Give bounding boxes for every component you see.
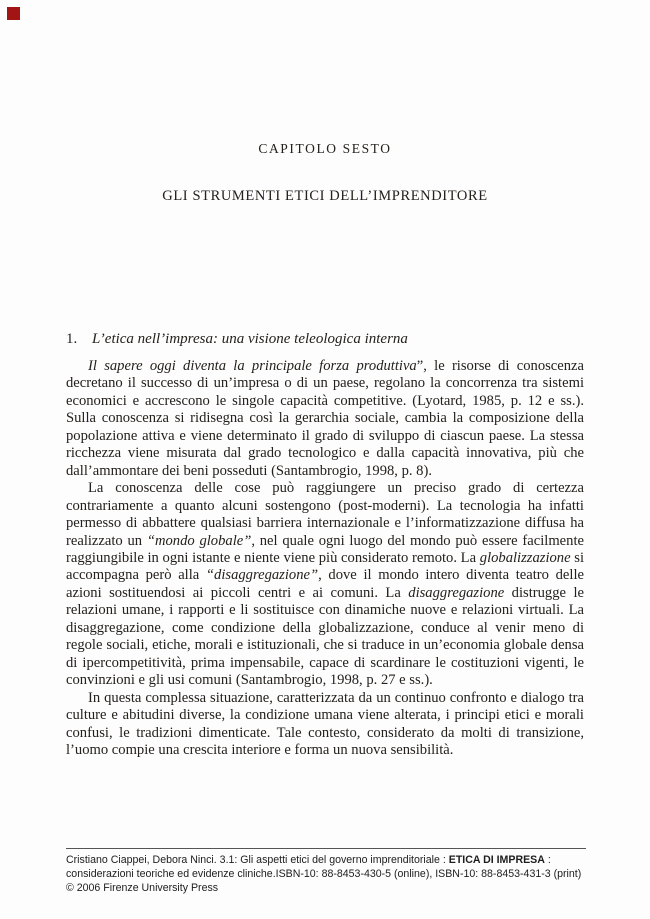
text: La conoscenza delle cose può raggiungere un preciso grado di certezza contrariamente a quanto alcuni sostengono (post-moderni). La tecnologia ha infatti permesso di abbattere qualsiasi barriera internazionale e l’informatizzazione diffusa ha realizzato un	[66, 480, 584, 549]
text: si accompagna però alla	[66, 549, 584, 584]
footer-lines	[66, 854, 586, 896]
paragraph	[66, 690, 584, 760]
italic-text: disaggregazione	[408, 584, 505, 601]
text: distrugge le relazioni umane, i rapporti e li sostituisce con dinamiche nuove e relazioni virtuali. La disaggregazione, come condizione della globalizzazione, conduce al venir meno di regole sociali, etiche, morali e istituzionali, che si traduce in un’economia globale densa di ipercompetitività, prima impensabile, capace di scardinare le costituzioni vigenti, le convinzioni e gli usi comuni (Santambrogio, 1998, p. 27 e ss.).	[66, 584, 584, 689]
footer-line	[66, 854, 586, 868]
footer-rule	[66, 848, 586, 849]
body-text	[66, 358, 584, 759]
text: In questa complessa situazione, caratterizzata da un continuo confronto e dialogo tra culture e abitudini diverse, la condizione umana viene alterata, i principi etici e morali confusi, le tradizioni dimenticate. Tale contesto, considerato da molti di transizione, l’uomo compie una crescita interiore e forma un nuova sensibilità.	[66, 689, 584, 758]
chapter-number: CAPITOLO SESTO	[258, 141, 392, 156]
italic-text: “disaggregazione”	[205, 567, 319, 584]
paragraph	[66, 480, 584, 689]
text: Cristiano Ciappei, Debora Ninci. 3.1: Gli aspetti etici del governo imprenditoriale :	[66, 854, 449, 866]
footer-line	[66, 882, 586, 896]
text: , nel quale ogni luogo del mondo può essere facilmente raggiungibile in ogni istante e niente viene più considerato remoto. La	[66, 532, 584, 566]
text: considerazioni teoriche ed evidenze cliniche.ISBN-10: 88-8453-430-5 (online), ISBN-10: 88-8453-431-3 (print)	[66, 867, 582, 880]
text: ”, le risorse di conoscenza decretano il successo di un’impresa o di un paese, regolano la concorrenza tra sistemi economici e accrescono le singole capacità competitive. (Lyotard, 1985, p. 12 e ss.). Sulla conoscenza si ridisegna così la gerarchia sociale, cambia la composizione della popolazione attiva e viene determinato il grado di sviluppo di ciascun paese. La stessa ricchezza viene misurata dal grado tecnologico e dalla capacità innovativa, più che dall’ammontare dei beni posseduti (Santambrogio, 1998, p. 8).	[66, 358, 585, 479]
red-marker-icon	[7, 7, 20, 20]
text: , dove il mondo intero diventa teatro delle azioni sostituendosi ai piccoli centri e ai comuni. La	[66, 567, 584, 601]
chapter-title: GLI STRUMENTI ETICI DELL’IMPRENDITORE	[162, 188, 488, 204]
italic-text: Il sapere oggi diventa la principale forza produttiva	[88, 358, 417, 374]
italic-text: “mondo globale”	[146, 532, 252, 549]
italic-text: globalizzazione	[479, 549, 571, 566]
text: :	[544, 854, 551, 866]
section-heading	[66, 331, 584, 348]
text: © 2006 Firenze University Press	[66, 881, 219, 894]
section-title: L’etica nell’impresa: una visione teleologica interna	[92, 331, 408, 347]
footer-line	[66, 868, 586, 882]
chapter-head	[0, 141, 650, 205]
section-number: 1.	[66, 331, 78, 347]
bold-text: ETICA DI IMPRESA	[448, 854, 545, 866]
paragraph	[66, 358, 584, 480]
footer	[66, 848, 586, 896]
